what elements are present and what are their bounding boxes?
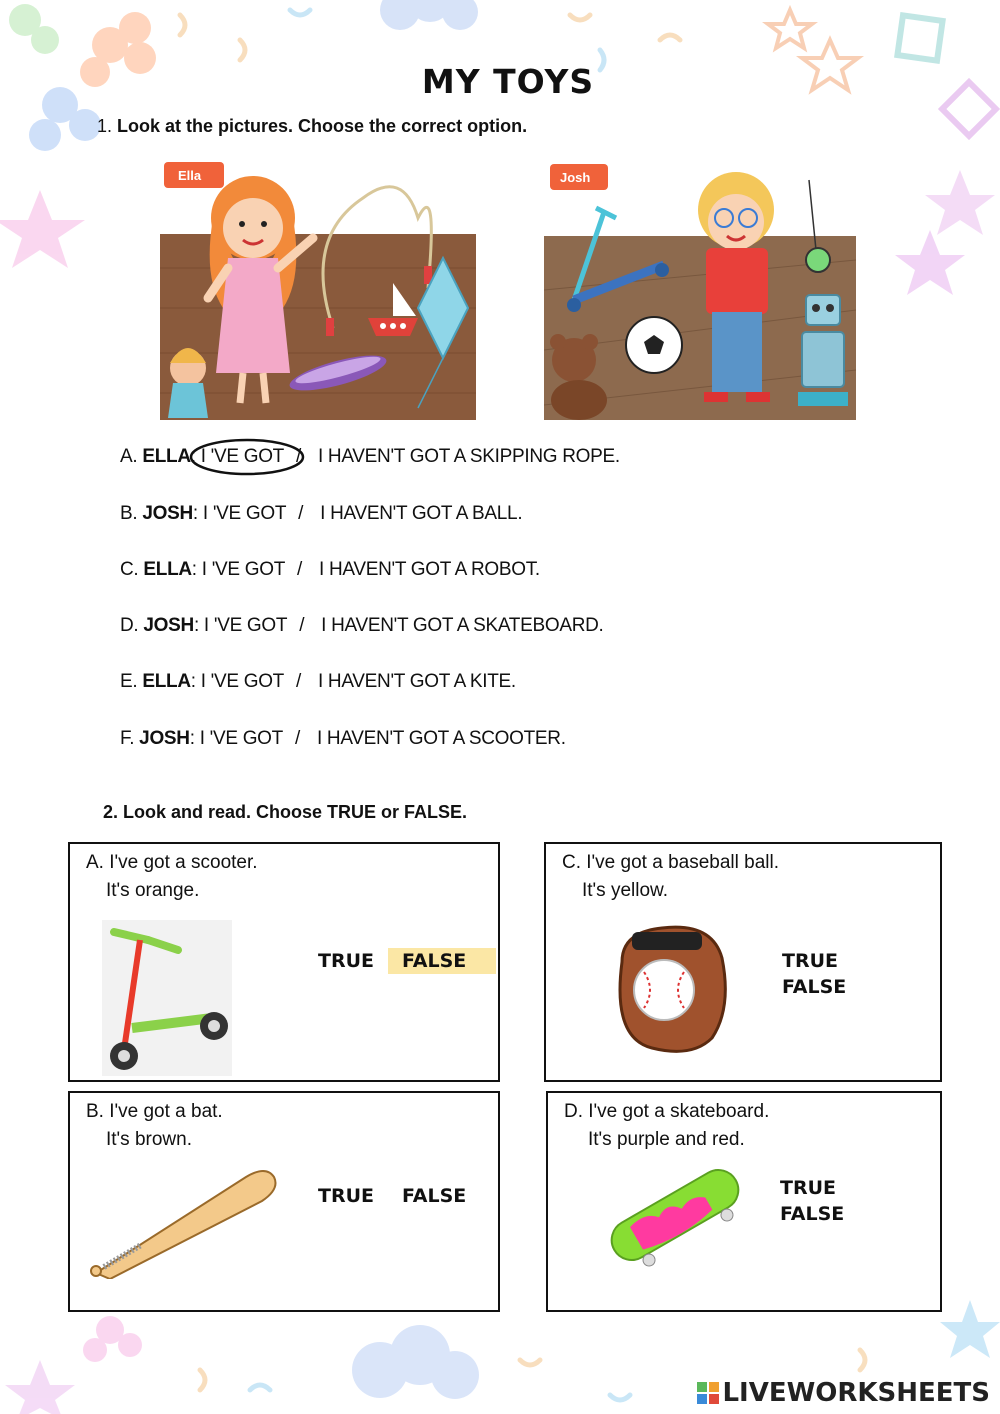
option-ive-got-selected[interactable]: I 'VE GOT xyxy=(201,446,284,468)
josh-name-label: Josh xyxy=(560,170,591,185)
question-1f: F. JOSH: I 'VE GOT / I HAVEN'T GOT A SCOOTER. xyxy=(120,728,566,749)
true-false-box-c xyxy=(544,842,942,1082)
section1-number: 1. xyxy=(97,116,113,136)
question-letter: B. xyxy=(120,503,138,524)
footer-brand[interactable] xyxy=(697,1378,990,1408)
option-ive-got[interactable]: I 'VE GOT xyxy=(200,671,284,692)
false-option[interactable]: FALSE xyxy=(782,976,847,998)
true-option[interactable]: TRUE xyxy=(780,1177,836,1199)
liveworksheets-logo-icon xyxy=(697,1382,719,1404)
question-letter: C. xyxy=(120,559,139,580)
true-option[interactable]: TRUE xyxy=(318,950,374,972)
section2-instruction: 2. Look and read. Choose TRUE or FALSE. xyxy=(103,802,468,822)
question-name: JOSH xyxy=(143,615,194,636)
star-icon xyxy=(0,190,85,268)
question-letter: A. xyxy=(120,446,138,467)
statement-line2: It's purple and red. xyxy=(588,1129,745,1150)
true-false-box-b xyxy=(68,1091,500,1312)
star-icon xyxy=(940,1300,1000,1358)
option-havent-got[interactable]: I HAVEN'T GOT A KITE. xyxy=(317,671,516,692)
star-icon xyxy=(925,170,995,235)
option-havent-got[interactable]: I HAVEN'T GOT A BALL. xyxy=(320,503,523,524)
statement-line2: It's yellow. xyxy=(582,880,668,901)
question-name: JOSH xyxy=(142,503,193,524)
false-option-selected[interactable]: FALSE xyxy=(388,948,496,974)
question-1c: C. ELLA: I 'VE GOT / I HAVEN'T GOT A ROBOT. xyxy=(120,559,540,580)
option-ive-got[interactable]: I 'VE GOT xyxy=(201,559,286,580)
option-havent-got[interactable]: I HAVEN'T GOT A ROBOT. xyxy=(319,559,540,580)
skateboard-icon xyxy=(600,1155,750,1275)
statement-line2: It's brown. xyxy=(106,1129,192,1150)
section1-instruction-text: Look at the pictures. Choose the correct option. xyxy=(117,116,528,136)
false-option[interactable]: FALSE xyxy=(780,1203,845,1225)
true-false-choice xyxy=(766,1175,940,1227)
ella-name-label: Ella xyxy=(178,168,202,183)
option-havent-got[interactable]: I HAVEN'T GOT A SCOOTER. xyxy=(316,728,566,749)
star-icon xyxy=(768,10,812,48)
page-title: MY TOYS xyxy=(421,62,595,101)
scooter-icon xyxy=(102,920,232,1076)
statement-line2: It's orange. xyxy=(106,880,200,901)
question-name: ELLA xyxy=(142,671,191,692)
true-false-choice xyxy=(768,948,940,1000)
option-ive-got[interactable]: I 'VE GOT xyxy=(202,503,287,524)
question-1a: A. ELLA: I 'VE GOT / I HAVEN'T GOT A SKIPPING ROPE. xyxy=(120,446,620,468)
star-icon xyxy=(5,1360,75,1414)
true-option[interactable]: TRUE xyxy=(318,1185,374,1207)
false-option[interactable]: FALSE xyxy=(402,1185,467,1207)
question-1d: D. JOSH: I 'VE GOT / I HAVEN'T GOT A SKATEBOARD. xyxy=(120,615,604,636)
statement-line1: C. I've got a baseball ball. xyxy=(562,852,779,873)
true-false-choice xyxy=(304,1183,480,1209)
option-ive-got[interactable]: I 'VE GOT xyxy=(199,728,283,749)
baseball-bat-icon xyxy=(86,1159,286,1279)
option-ive-got[interactable]: I 'VE GOT xyxy=(203,615,288,636)
flower-icon xyxy=(9,4,59,54)
statement-line1: B. I've got a bat. xyxy=(86,1101,223,1122)
selection-circle-icon xyxy=(187,436,311,478)
question-letter: E. xyxy=(120,671,138,692)
star-icon xyxy=(895,230,965,295)
josh-toys-illustration xyxy=(544,160,858,420)
flower-icon xyxy=(83,1316,142,1362)
true-false-box-d xyxy=(546,1091,942,1312)
true-false-box-a xyxy=(68,842,500,1082)
question-letter: F. xyxy=(120,728,135,749)
diamond-icon xyxy=(897,15,942,60)
question-name: ELLA xyxy=(143,559,192,580)
ella-toys-illustration xyxy=(158,158,478,420)
question-1b: B. JOSH: I 'VE GOT / I HAVEN'T GOT A BALL. xyxy=(120,503,523,524)
baseball-glove-icon xyxy=(602,922,736,1054)
section1-instruction xyxy=(97,116,527,137)
question-name: ELLA xyxy=(142,446,191,467)
cloud-icon xyxy=(352,1325,479,1399)
option-havent-got[interactable]: I HAVEN'T GOT A SKATEBOARD. xyxy=(321,615,604,636)
question-name: JOSH xyxy=(139,728,190,749)
true-option[interactable]: TRUE xyxy=(782,950,838,972)
question-letter: D. xyxy=(120,615,139,636)
true-false-choice xyxy=(304,948,496,974)
footer-brand-text: LIVEWORKSHEETS xyxy=(722,1378,990,1408)
cloud-icon xyxy=(380,0,478,30)
option-havent-got[interactable]: I HAVEN'T GOT A SKIPPING ROPE. xyxy=(317,446,620,467)
question-1e: E. ELLA: I 'VE GOT / I HAVEN'T GOT A KITE. xyxy=(120,671,516,692)
statement-line1: A. I've got a scooter. xyxy=(86,852,258,873)
statement-line1: D. I've got a skateboard. xyxy=(564,1101,770,1122)
